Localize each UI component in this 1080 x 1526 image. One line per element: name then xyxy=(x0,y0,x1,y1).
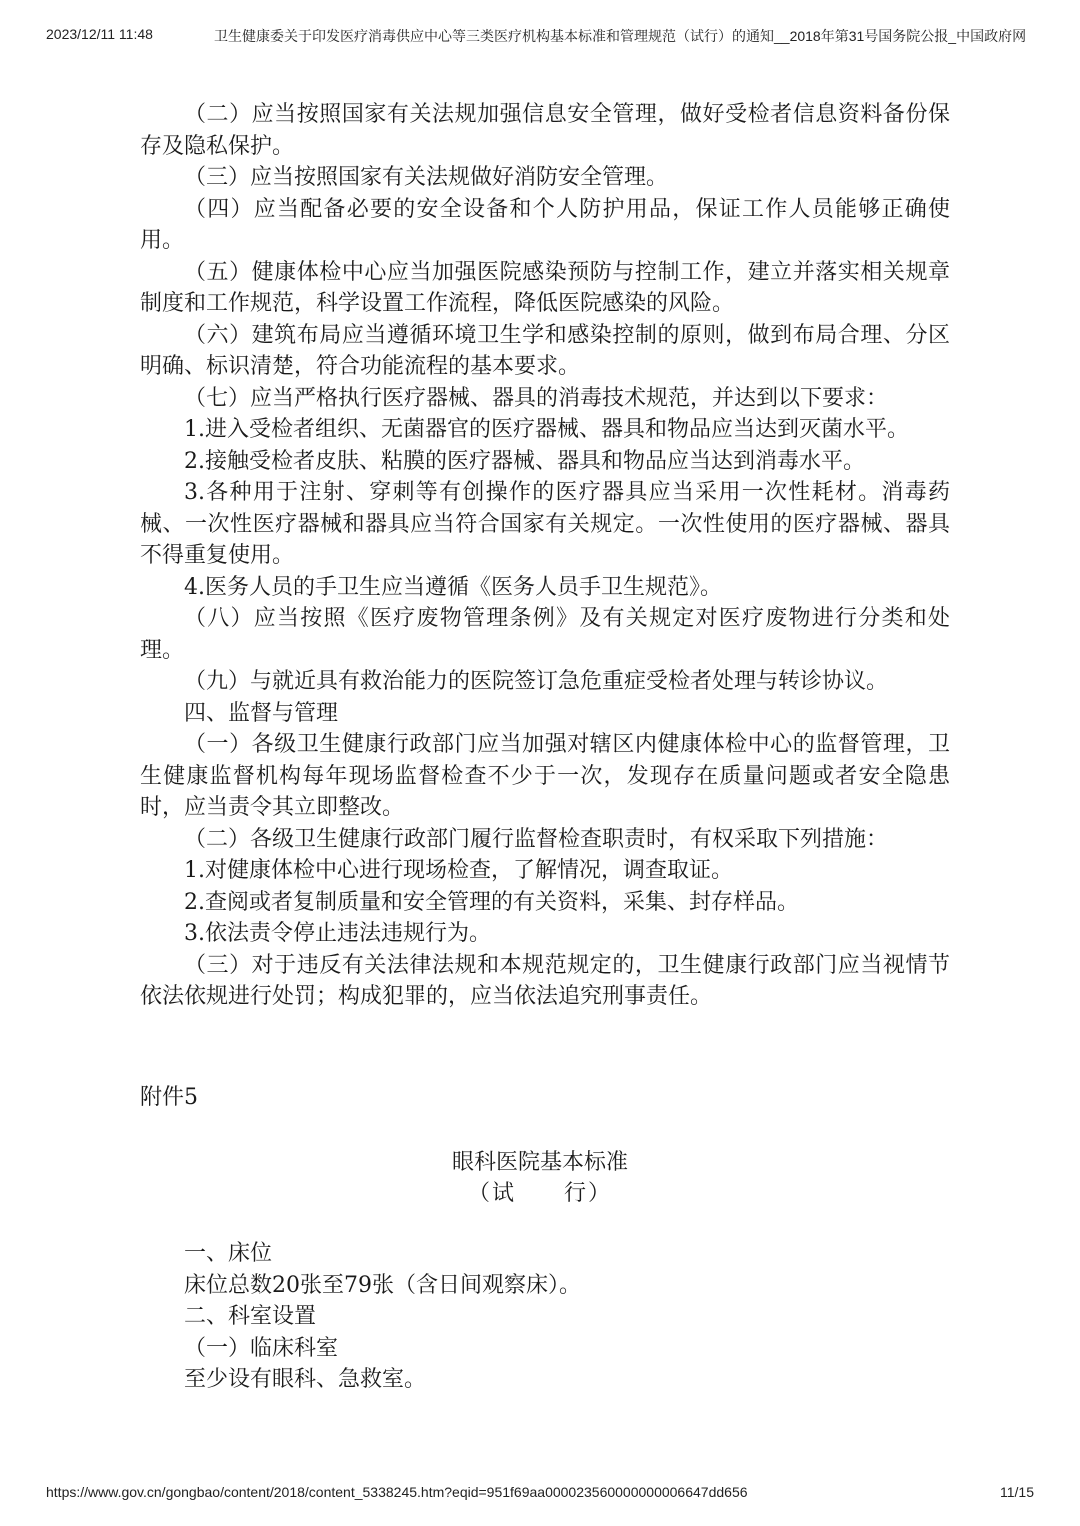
paragraph: （九）与就近具有救治能力的医院签订急危重症受检者处理与转诊协议。 xyxy=(184,669,889,694)
section-heading: 四、监督与管理 xyxy=(184,700,339,726)
paragraph: 1.进入受检者组织、无菌器官的医疗器械、器具和物品应当达到灭菌水平。 xyxy=(184,417,909,442)
attachment-title: 眼科医院基本标准 xyxy=(451,1150,628,1175)
paragraph: （七）应当严格执行医疗器械、器具的消毒技术规范，并达到以下要求： xyxy=(184,385,889,411)
paragraph: （四）应当配备必要的安全设备和个人防护用品，保证工作人员能够正确使用。 xyxy=(140,196,950,253)
paragraph: 2.接触受检者皮肤、粘膜的医疗器械、器具和物品应当达到消毒水平。 xyxy=(184,448,865,474)
section-heading: 二、科室设置 xyxy=(184,1304,317,1329)
paragraph: （五）健康体检中心应当加强医院感染预防与控制工作，建立并落实相关规章制度和工作规范，科学设置工作流程，降低医院感染的风险。 xyxy=(140,259,950,316)
paragraph: 3.依法责令停止违法违规行为。 xyxy=(184,921,491,946)
paragraph: （三）对于违反有关法律法规和本规范规定的，卫生健康行政部门应当视情节依法依规进行处罚；构成犯罪的，应当依法追究刑事责任。 xyxy=(140,952,950,1009)
paragraph: 2.查阅或者复制质量和安全管理的有关资料，采集、封存样品。 xyxy=(184,889,799,915)
paragraph: （六）建筑布局应当遵循环境卫生学和感染控制的原则，做到布局合理、分区明确、标识清楚，符合功能流程的基本要求。 xyxy=(140,322,950,379)
paragraph: （八）应当按照《医疗废物管理条例》及有关规定对医疗废物进行分类和处理。 xyxy=(140,606,950,663)
attachment-body xyxy=(184,1238,950,1396)
subsection-heading: （一）临床科室 xyxy=(184,1335,339,1361)
paragraph: 1.对健康体检中心进行现场检查，了解情况，调查取证。 xyxy=(184,858,733,883)
section-heading: 一、床位 xyxy=(184,1241,273,1266)
paragraph: 至少设有眼科、急救室。 xyxy=(184,1367,427,1392)
attachment-label: 附件5 xyxy=(140,1085,198,1110)
paragraph: （三）应当按照国家有关法规做好消防安全管理。 xyxy=(184,165,669,190)
attachment-subtitle: （试 行） xyxy=(467,1181,612,1206)
paragraph: 4.医务人员的手卫生应当遵循《医务人员手卫生规范》。 xyxy=(184,574,722,600)
paragraph: 床位总数20张至79张（含日间观察床）。 xyxy=(184,1272,581,1298)
paragraph: （二）各级卫生健康行政部门履行监督检查职责时，有权采取下列措施： xyxy=(184,826,889,852)
print-url: https://www.gov.cn/gongbao/content/2018/content_5338245.htm?eqid=951f69aa000023560000000006647dd656 xyxy=(46,1484,748,1500)
paragraph: 3.各种用于注射、穿刺等有创操作的医疗器具应当采用一次性耗材。消毒药械、一次性医疗器械和器具应当符合国家有关规定。一次性使用的医疗器械、器具不得重复使用。 xyxy=(140,480,950,568)
paragraph: （二）应当按照国家有关法规加强信息安全管理，做好受检者信息资料备份保存及隐私保护。 xyxy=(140,102,950,159)
paragraph: （一）各级卫生健康行政部门应当加强对辖区内健康体检中心的监督管理，卫生健康监督机构每年现场监督检查不少于一次，发现存在质量问题或者安全隐患时，应当责令其立即整改。 xyxy=(140,732,950,820)
document-body xyxy=(140,99,950,1013)
print-page-title: 卫生健康委关于印发医疗消毒供应中心等三类医疗机构基本标准和管理规范（试行）的通知__2018年第31号国务院公报_中国政府网 xyxy=(214,28,1027,44)
page-number: 11/15 xyxy=(1000,1484,1034,1500)
print-datetime: 2023/12/11 11:48 xyxy=(46,26,153,42)
